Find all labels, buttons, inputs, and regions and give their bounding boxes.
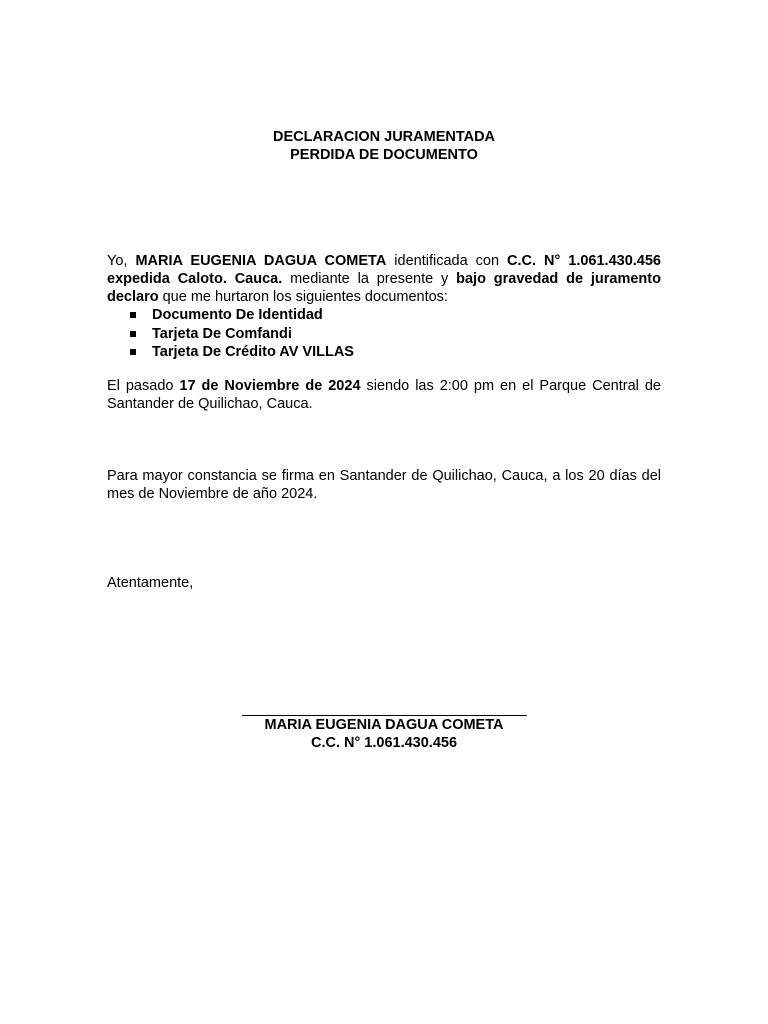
closing-text: Atentamente, xyxy=(107,575,194,591)
list-item-label: Tarjeta De Crédito AV VILLAS xyxy=(152,344,354,360)
square-bullet-icon xyxy=(130,331,136,337)
stolen-documents-list xyxy=(107,306,661,362)
p2-text-1: El pasado xyxy=(107,378,180,394)
declarant-id: C.C. N° 1.061.430.456 expedida Caloto. Cauca. xyxy=(107,253,661,287)
list-item-label: Tarjeta De Comfandi xyxy=(152,325,292,342)
list-item xyxy=(107,325,661,344)
p2-text-2: siendo las 2:00 pm en el Parque Central de Santander de Quilichao, Cauca. xyxy=(107,378,661,412)
list-item xyxy=(107,343,661,362)
declarant-name: MARIA EUGENIA DAGUA COMETA xyxy=(135,253,387,269)
square-bullet-icon xyxy=(130,349,136,355)
constancy-paragraph: Para mayor constancia se firma en Santander de Quilichao, Cauca, a los 20 días del mes de Noviembre de año 2024. xyxy=(107,468,661,502)
oath-phrase: bajo gravedad de juramento declaro xyxy=(107,271,661,305)
p1-text-4: que me hurtaron los siguientes documentos: xyxy=(158,289,448,305)
document-title xyxy=(107,128,661,164)
p1-text-2: identificada con xyxy=(386,253,508,269)
incident-date: 17 de Noviembre de 2024 xyxy=(179,378,361,394)
square-bullet-icon xyxy=(130,312,136,318)
title-line-1: DECLARACION JURAMENTADA xyxy=(272,129,496,145)
list-item-label: Documento De Identidad xyxy=(152,307,323,323)
incident-paragraph xyxy=(107,377,661,413)
p1-text-3: mediante la presente y xyxy=(282,271,457,287)
title-line-2: PERDIDA DE DOCUMENTO xyxy=(290,147,478,163)
declaration-paragraph xyxy=(107,252,661,362)
signature-block xyxy=(107,700,661,752)
signer-id: C.C. N° 1.061.430.456 xyxy=(310,735,458,751)
list-item xyxy=(107,306,661,325)
signer-name: MARIA EUGENIA DAGUA COMETA xyxy=(264,717,504,733)
p1-text-1: Yo, xyxy=(107,253,136,269)
